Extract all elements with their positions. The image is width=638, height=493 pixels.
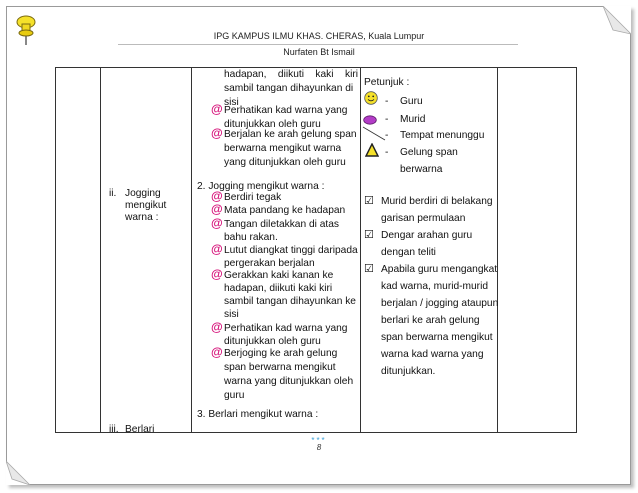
bullet-2-line-1: Berjalan ke arah gelung span (224, 129, 357, 140)
bullet-icon: @ (211, 267, 223, 281)
bullet-icon: @ (211, 320, 223, 334)
table-divider-3 (360, 68, 361, 432)
bullet-icon: @ (211, 242, 223, 256)
s2-bullet-4-line-2: pergerakan berjalan (224, 258, 315, 269)
header-author: Nurfaten Bt Ismail (283, 47, 355, 57)
header-institution: IPG KAMPUS ILMU KHAS. CHERAS, Kuala Lumpur (213, 31, 425, 41)
legend-dash: - (385, 114, 389, 125)
legend-dash: - (385, 96, 389, 107)
page-curl-bottom-left (6, 451, 40, 485)
bullet-icon: @ (211, 345, 223, 359)
continued-line-3: sisi (224, 97, 239, 108)
legend-title: Petunjuk : (364, 77, 410, 88)
table-divider-1 (100, 68, 101, 432)
s2-bullet-7-line-3: warna yang ditunjukkan oleh (224, 376, 354, 387)
smiley-face-icon (364, 91, 378, 105)
checked-box-icon: ☑ (364, 229, 374, 241)
section-2-title: 2. Jogging mengikut warna : (197, 181, 325, 192)
s2-bullet-5-line-1: Gerakkan kaki kanan ke (224, 270, 334, 281)
s2-bullet-5-line-4: sisi (224, 309, 239, 320)
s2-bullet-4-line-1: Lutut diangkat tinggi daripada (224, 245, 358, 256)
checked-box-icon: ☑ (364, 263, 374, 275)
step-iii-label: Berlari (125, 424, 155, 435)
note-3-line-7: ditunjukkan. (381, 366, 436, 377)
continued-line-1: hadapan, diikuti kaki kiri (224, 69, 358, 80)
bullet-icon: @ (211, 126, 223, 140)
s2-bullet-3-line-1: Tangan diletakkan di atas (224, 219, 339, 230)
s2-bullet-5-line-3: sambil tangan dihayunkan ke (224, 296, 356, 307)
note-3-line-5: span berwarna mengikut (381, 332, 493, 343)
step-ii-label-2: mengikut (125, 200, 167, 211)
s2-bullet-7-line-4: guru (224, 390, 245, 401)
note-2-line-1: Dengar arahan guru (381, 230, 473, 241)
bullet-1-line-1: Perhatikan kad warna yang (224, 105, 348, 116)
step-ii-label-1: Jogging (125, 188, 161, 199)
legend-gelung-1: Gelung span (400, 147, 458, 158)
legend-dash: - (385, 147, 389, 158)
legend-guru: Guru (400, 96, 423, 107)
diagonal-line-icon (362, 126, 389, 142)
bullet-icon: @ (211, 216, 223, 230)
s2-bullet-7-line-1: Berjoging ke arah gelung (224, 348, 338, 359)
s2-bullet-1: Berdiri tegak (224, 192, 282, 203)
bullet-icon: @ (211, 202, 223, 216)
note-3-line-4: berlari ke arah gelung (381, 315, 480, 326)
note-3-line-3: berjalan / jogging ataupun (381, 298, 499, 309)
bullet-icon: @ (211, 189, 223, 203)
s2-bullet-5-line-2: hadapan, diikuti kaki kiri (224, 283, 333, 294)
s2-bullet-6-line-2: ditunjukkan oleh guru (224, 336, 321, 347)
bullet-icon: @ (211, 102, 223, 116)
pushpin-icon (14, 14, 38, 46)
note-3-line-6: warna kad warna yang (381, 349, 484, 360)
table-divider-4 (497, 68, 498, 432)
purple-oval-icon (363, 115, 377, 125)
legend-murid: Murid (400, 114, 426, 125)
checked-box-icon: ☑ (364, 195, 374, 207)
note-3-line-1: Apabila guru mengangkat (381, 264, 498, 275)
legend-dash: - (385, 130, 389, 141)
s2-bullet-2: Mata pandang ke hadapan (224, 205, 346, 216)
s2-bullet-3-line-2: bahu rakan. (224, 232, 278, 243)
note-2-line-2: dengan teliti (381, 247, 436, 258)
section-3-title: 3. Berlari mengikut warna : (197, 409, 319, 420)
page-number: 8 (316, 443, 322, 452)
note-1-line-2: garisan permulaan (381, 213, 466, 224)
bullet-1-line-2: ditunjukkan oleh guru (224, 119, 321, 130)
yellow-triangle-icon (365, 143, 379, 157)
note-3-line-2: kad warna, murid-murid (381, 281, 489, 292)
continued-line-2: sambil tangan dihayunkan di (224, 83, 354, 94)
bullet-2-line-2: berwarna mengikut warna (224, 143, 342, 154)
s2-bullet-6-line-1: Perhatikan kad warna yang (224, 323, 348, 334)
legend-gelung-2: berwarna (400, 164, 443, 175)
step-iii-number: iii. (109, 424, 119, 435)
header-rule (118, 44, 518, 45)
legend-tempat: Tempat menunggu (400, 130, 485, 141)
note-1-line-1: Murid berdiri di belakang (381, 196, 493, 207)
step-ii-label-3: warna : (125, 212, 159, 223)
s2-bullet-7-line-2: span berwarna mengikut (224, 362, 336, 373)
step-ii-number: ii. (109, 188, 117, 199)
table-divider-2 (191, 68, 192, 432)
bullet-2-line-3: yang ditunjukkan oleh guru (224, 157, 346, 168)
footer-stars: *** (311, 436, 327, 445)
